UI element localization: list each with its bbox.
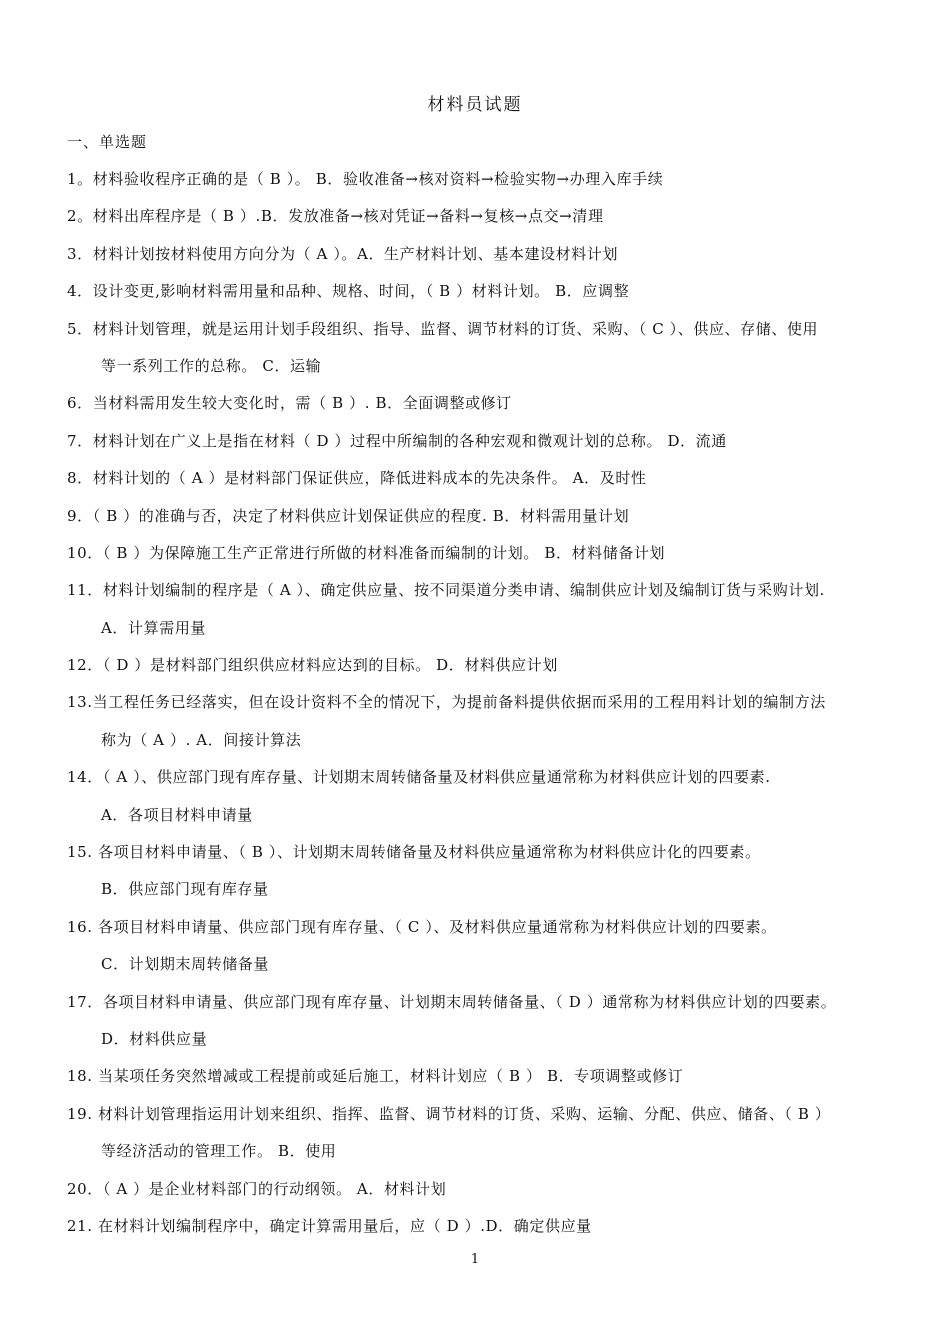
question-line: 14．（ A ）、供应部门现有库存量、计划期末周转储备量及材料供应量通常称为材料供应计划的四要素.: [67, 768, 771, 787]
question-answer-line: B．供应部门现有库存量: [101, 880, 269, 899]
question-line: 21. 在材料计划编制程序中，确定计算需用量后，应（ D ）.D．确定供应量: [67, 1216, 592, 1235]
question-list: [67, 168, 897, 1252]
question-answer-line: 等经济活动的管理工作。 B．使用: [101, 1142, 337, 1161]
question-line: 7．材料计划在广义上是指在材料（ D ）过程中所编制的各种宏观和微观计划的总称。 D．流通: [67, 431, 727, 450]
question-line: 13.当工程任务已经落实，但在设计资料不全的情况下，为提前备料提供依据而采用的工程用料计划的编制方法: [67, 693, 826, 712]
question-line: 8．材料计划的（ A ）是材料部门保证供应，降低进料成本的先决条件。 A．及时性: [67, 469, 647, 488]
question-line: 19. 材料计划管理指运用计划来组织、指挥、监督、调节材料的订货、采购、运输、分配、供应、储备、（ B ）: [67, 1104, 831, 1123]
question-line: 3．材料计划按材料使用方向分为（ A ）。A．生产材料计划、基本建设材料计划: [67, 244, 619, 263]
question-line: 6．当材料需用发生较大变化时，需（ B ）. B．全面调整或修订: [67, 394, 512, 413]
question-line: 4．设计变更,影响材料需用量和品种、规格、时间，（ B ）材料计划。 B．应调整: [67, 282, 630, 301]
question-answer-line: 等一系列工作的总称。 C．运输: [101, 356, 322, 375]
question-line: 20．（ A ）是企业材料部门的行动纲领。 A．材料计划: [67, 1179, 447, 1198]
section-heading: 一、单选题: [67, 133, 148, 151]
question-line: 5．材料计划管理，就是运用计划手段组织、指导、监督、调节材料的订货、采购、（ C ）、供应、存储、使用: [67, 319, 819, 338]
question-answer-line: 称为（ A ）. A．间接计算法: [101, 730, 302, 749]
question-line: 17．各项目材料申请量、供应部门现有库存量、计划期末周转储备量、（ D ）通常称为材料供应计划的四要素。: [67, 992, 837, 1011]
question-line: 2。材料出库程序是（ B ）.B．发放准备→核对凭证→备料→复核→点交→清理: [67, 207, 604, 226]
question-line: 9．（ B ）的准确与否，决定了材料供应计划保证供应的程度. B．材料需用量计划: [67, 506, 630, 525]
question-line: 10．（ B ）为保障施工生产正常进行所做的材料准备而编制的计划。 B．材料储备计划: [67, 543, 666, 562]
question-answer-line: D．材料供应量: [101, 1029, 208, 1048]
question-line: 11．材料计划编制的程序是（ A ）、确定供应量、按不同渠道分类申请、编制供应计划及编制订货与采购计划.: [67, 581, 825, 600]
question-answer-line: A．各项目材料申请量: [101, 805, 253, 824]
document-title: 材料员试题: [427, 95, 523, 115]
question-line: 18. 当某项任务突然增减或工程提前或延后施工，材料计划应（ B ） B．专项调整或修订: [67, 1067, 684, 1086]
question-line: 15. 各项目材料申请量、（ B ）、计划期末周转储备量及材料供应量通常称为材料供应计化的四要素。: [67, 843, 761, 862]
question-line: 12．（ D ）是材料部门组织供应材料应达到的目标。 D．材料供应计划: [67, 656, 558, 675]
question-line: 1。材料验收程序正确的是（ B ）。 B．验收准备→核对资料→检验实物→办理入库手续: [67, 170, 664, 188]
page-number: 1: [470, 1252, 480, 1267]
question-answer-line: C．计划期末周转储备量: [101, 955, 270, 974]
question-answer-line: A．计算需用量: [101, 618, 207, 637]
question-line: 16. 各项目材料申请量、供应部门现有库存量、（ C ）、及材料供应量通常称为材料供应计划的四要素。: [67, 917, 777, 936]
